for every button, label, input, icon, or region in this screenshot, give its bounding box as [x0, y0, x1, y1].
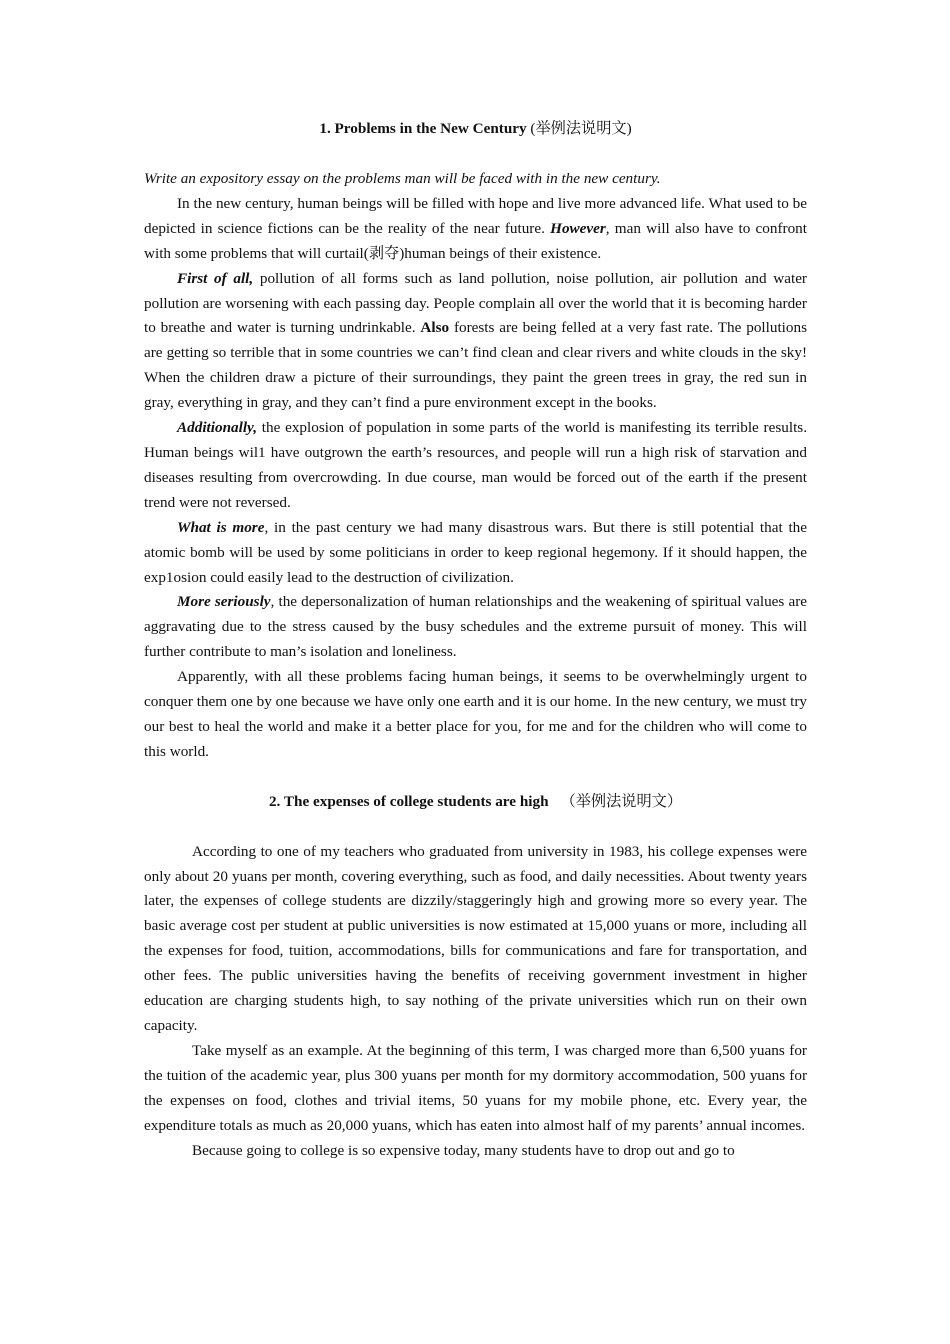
paragraph-text: In the new century, human beings will be filled with hope and live more advanced life. What used to be depicted in science fictions can be the reality of the near future.	[144, 194, 807, 237]
paragraph-text: pollution of all forms such as land pollution, noise pollution, air pollution and water pollution are worsening with each passing day. People complain all over the world that it is becoming harder to breathe and water is turning undrinkable.	[144, 269, 807, 337]
section1-title-text: 1. Problems in the New Century	[319, 120, 531, 137]
paragraph-population	[144, 416, 807, 516]
paragraph-drop-out: Because going to college is so expensive today, many students have to drop out and go to	[192, 1141, 735, 1159]
section2-title-cn: （举例法说明文）	[560, 792, 683, 810]
document-page	[144, 117, 807, 1163]
emphasis-however: However	[550, 219, 606, 237]
spacer	[144, 142, 807, 167]
emphasis-also: Also	[420, 319, 450, 337]
section1-title-cn: (举例法说明文)	[530, 120, 632, 137]
paragraph-text: , the depersonalization of human relationships and the weakening of spiritual values are aggravating due to the stress caused by the busy schedules and the extreme pursuit of money. This will further contribute to man’s isolation and loneliness.	[144, 593, 807, 661]
lead-phrase: What is more	[177, 518, 265, 536]
lead-phrase: Additionally,	[177, 419, 258, 437]
lead-phrase: First of all,	[177, 269, 254, 287]
section2-title	[144, 790, 807, 815]
spacer	[144, 765, 807, 790]
paragraph-personal-example: Take myself as an example. At the beginning of this term, I was charged more than 6,500 yuans for the tuition of the academic year, plus 300 yuans per month for my dormitory accommodation, 500 yuans for the expenses on food, clothes and trivial items, 50 yuans for my mobile phone, etc. Every year, the expenditure totals as much as 20,000 yuans, which has eaten into almost half of my parents’ annual incomes.	[144, 1041, 807, 1134]
paragraph-pollution	[144, 267, 807, 416]
section2-title-text: 2. The expenses of college students are high	[268, 792, 549, 810]
paragraph-text: , in the past century we had many disastrous wars. But there is still potential that the atomic bomb will be used by some politicians in order to keep regional hegemony. If it should happen, the exp1osion could easily lead to the destruction of civilization.	[144, 518, 807, 586]
paragraph-text: the explosion of population in some parts of the world is manifesting its terrible results. Human beings wil1 have outgrown the earth’s resources, and people will run a high risk of starvation and diseases resulting from overcrowding. In due course, man would be forced out of the earth if the present trend were not reversed.	[144, 419, 807, 511]
essay-prompt: Write an expository essay on the problems man will be faced with in the new century.	[144, 170, 661, 187]
paragraph-relationships	[144, 590, 807, 665]
paragraph-text: forests are being felled at a very fast rate. The pollutions are getting so terrible that in some countries we can’t find clean and clear rivers and white clouds in the sky! When the children draw a picture of their surroundings, they paint the green trees in gray, the red sun in gray, everything in gray, and they can’t find a pure environment except in the books.	[144, 319, 807, 412]
lead-phrase: More seriously	[177, 593, 271, 611]
section1-title	[144, 117, 807, 142]
paragraph-text: Apparently, with all these problems facing human beings, it seems to be overwhelmingly urgent to conquer them one by one because we have only one earth and it is our home. In the new century, we must try our best to heal the world and make it a better place for you, for me and for the children who will come to this world.	[144, 668, 807, 760]
paragraph-conclusion	[144, 665, 807, 765]
paragraph-intro	[144, 192, 807, 267]
paragraph-wars	[144, 516, 807, 591]
paragraph-teacher-expenses: According to one of my teachers who graduated from university in 1983, his college expenses were only about 20 yuans per month, covering everything, such as food, and daily necessities. About twenty years later, the expenses of college students are dizzily/staggeringly high and growing more so every year. The basic average cost per student at public universities is now estimated at 15,000 yuans or more, including all the expenses for food, tuition, accommodations, bills for communications and fare for transportation, and other fees. The public universities having the benefits of receiving government investment in higher education are charging students high, to say nothing of the private universities which run on their own capacity.	[144, 842, 807, 1034]
paragraph-text: , man will also have to confront with some problems that will curtail(剥夺)human beings of their existence.	[144, 219, 807, 262]
spacer	[144, 815, 807, 840]
